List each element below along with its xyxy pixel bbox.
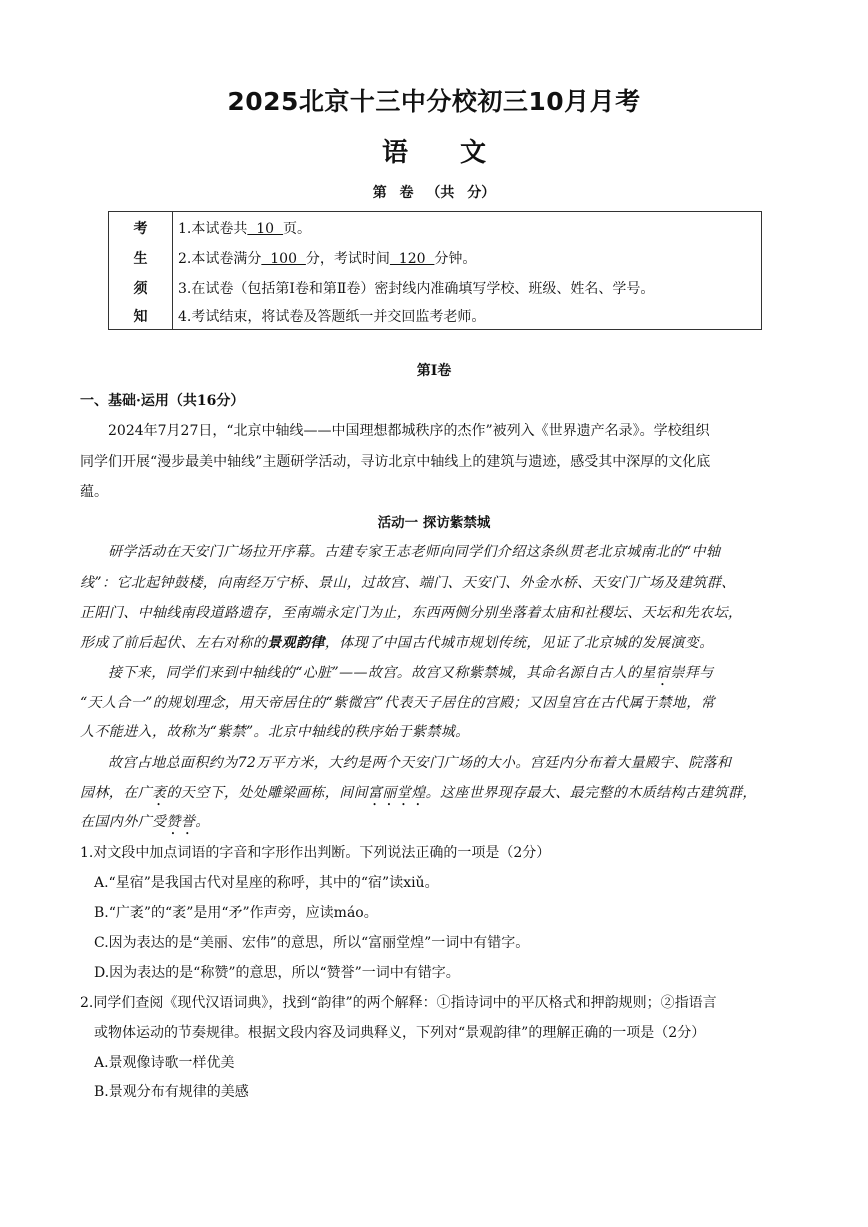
notice-side-label [109,212,173,329]
notice-side-char: 生 [133,251,148,267]
notice-side-char: 考 [133,221,148,237]
passage-line: 人不能进入，故称为“紫禁”。北京中轴线的秩序始于紫禁城。 [80,724,470,740]
notice-side-char: 须 [133,281,148,297]
notice-line-3: 3.在试卷（包括第Ⅰ卷和第Ⅱ卷）密封线内准确填写学校、班级、姓名、学号。 [178,281,655,297]
question-1-option-b: B.“广袤”的“袤”是用“矛”作声旁，应读máo。 [94,905,378,921]
dotted-word: 宿 [655,665,671,681]
question-2-cont: 或物体运动的节奏规律。根据文段内容及词典释义，下列对“景观韵律”的理解正确的一项是（2分） [94,1025,706,1041]
intro-line: 2024年7月27日，“北京中轴线——中国理想都城秩序的杰作”被列入《世界遗产名录》。学校组织 [108,423,710,439]
notice-line-2: 2.本试卷满分 100 分，考试时间 120 分钟。 [178,251,477,267]
passage-line: 正阳门、中轴线南段道路遗存，至南端永定门为止，东西两侧分别坐落着太庙和社稷坛、天坛和先农坛， [80,605,743,621]
activity-title: 活动一 探访紫禁城 [377,515,491,531]
notice-line-1: 1.本试卷共 10 页。 [178,221,311,237]
question-1-option-a: A.“星宿”是我国古代对星座的称呼，其中的“宿”读xiǔ。 [94,875,439,891]
passage-line: 线”：它北起钟鼓楼，向南经万宁桥、景山，过故宫、端门、天安门、外金水桥、天安门广场及建筑群、 [80,575,736,591]
question-2-option-b: B.景观分布有规律的美感 [94,1084,249,1100]
subject-title: 语文 [381,138,538,168]
dotted-word: 富丽堂煌 [368,785,426,801]
dotted-word: 赞誉 [166,814,196,830]
passage-line: 园林，在广袤的天空下，处处雕梁画栋，间间富丽堂煌。这座世界现存最大、最完整的木质结构古建筑群， [80,785,757,801]
question-1-option-c: C.因为表达的是“美丽、宏伟”的意思，所以“富丽堂煌”一词中有错字。 [94,935,530,951]
notice-side-char: 知 [133,309,148,325]
intro-line: 同学们开展“漫步最美中轴线”主题研学活动，寻访北京中轴线上的建筑与遗迹，感受其中深厚的文化底 [80,454,711,470]
key-term: 景观韵律 [267,635,325,651]
dotted-word: 袤 [152,785,167,801]
question-2-option-a: A.景观像诗歌一样优美 [94,1055,235,1071]
intro-line: 蕴。 [80,484,108,500]
notice-line-4: 4.考试结束，将试卷及答题纸一并交回监考老师。 [178,309,486,325]
passage-line: 形成了前后起伏、左右对称的景观韵律，体现了中国古代城市规划传统，见证了北京城的发展演变。 [80,635,714,651]
volume-label: 第 卷 （共 分） [372,185,496,201]
question-1-option-d: D.因为表达的是“称赞”的意思，所以“赞誉”一词中有错字。 [94,965,460,981]
page-title: 2025北京十三中分校初三10月月考 [227,87,641,116]
passage-line: 在国内外广受赞誉。 [80,814,210,830]
passage-line: “天人合一”的规划理念，用天帝居住的“紫微宫”代表天子居住的宫殿；又因皇宫在古代属于禁地，常 [80,695,716,711]
passage-line: 研学活动在天安门广场拉开序幕。古建专家王志老师向同学们介绍这条纵贯老北京城南北的“中轴 [108,544,721,560]
question-1: 1.对文段中加点词语的字音和字形作出判断。下列说法正确的一项是（2分） [80,845,551,861]
exam-notice-box [108,211,762,330]
section-title: 一、基础·运用（共16分） [80,393,245,409]
passage-line: 故宫占地总面积约为72万平方米，大约是两个天安门广场的大小。宫廷内分布着大量殿宇、院落和 [108,755,732,771]
passage-line: 接下来，同学们来到中轴线的“心脏”——故宫。故宫又称紫禁城，其命名源自古人的星宿崇拜与 [108,665,714,681]
question-2: 2.同学们查阅《现代汉语词典》，找到“韵律”的两个解释：①指诗词中的平仄格式和押韵规则；②指语言 [80,995,717,1011]
part-title: 第Ⅰ卷 [416,363,452,379]
